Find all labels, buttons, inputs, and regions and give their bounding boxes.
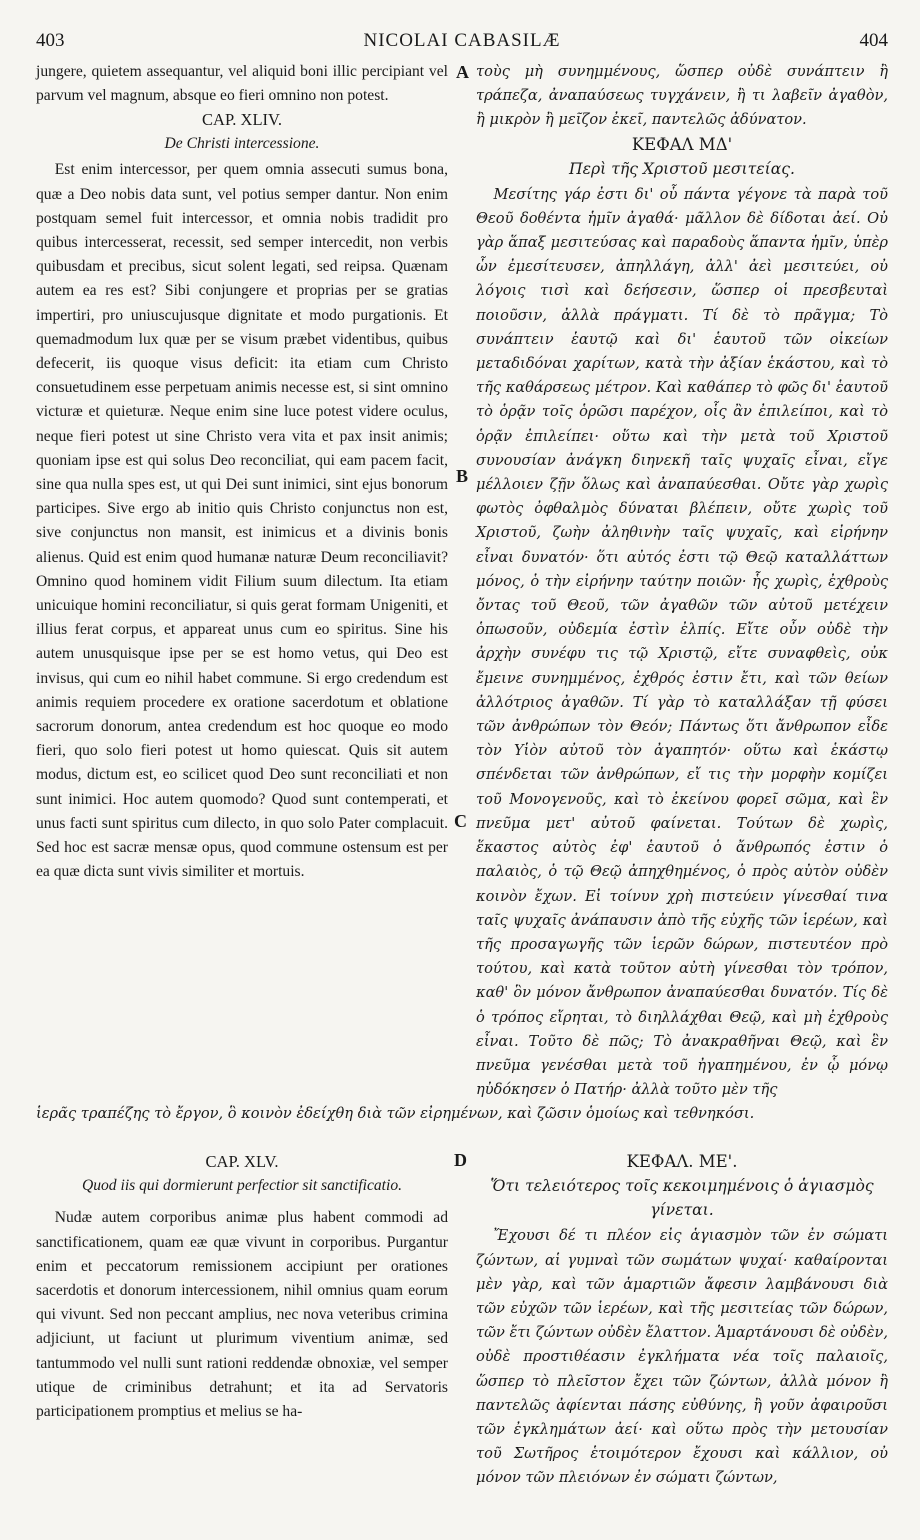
greek-column-2: [476, 1150, 888, 1490]
greek-paragraph: Μεσίτης γάρ ἐστι δι' οὗ πάντα γέγονε τὰ παρὰ τοῦ Θεοῦ δοθέντα ἡμῖν ἀγαθά· μᾶλλον δὲ δίδοται ἀεί. Οὐ γὰρ ἅπαξ μεσιτεύσας καὶ παραδοὺς ἅπαντα ἡμῖν, ὑπὲρ ὧν ἐμεσίτευσεν, ἀπηλλάγη, ἀλλ' ἀεὶ μεσιτεύει, οὐ λόγοις τισὶ καὶ δεήσεσιν, ὥσπερ οἱ πρεσβευταὶ ποιοῦσιν, ἀλλὰ πράγματι. Τί δὲ τὸ πρᾶγμα; Τὸ συνάπτειν ἑαυτῷ καὶ δι' ἑαυτοῦ τῶν οἰκείων μεταδιδόναι χαρίτων, κατὰ τὴν ἀξίαν ἑκάστου, καὶ τὸ τῆς καθάρσεως μέτρον. Καὶ καθάπερ τὸ φῶς δι' ἑαυτοῦ τὸ ὁρᾷν τοῖς ὁρῶσι παρέχον, οἷς ἂν ἐπιλείποι, καὶ τὸ ὁρᾷν ἐπιλείπει· οὕτω καὶ τὴν μετὰ τοῦ Χριστοῦ συνουσίαν ἀνάγκη διηνεκῆ ταῖς ψυχαῖς εἶναι, εἴγε μέλλοιεν ζῇν ὅλως καὶ ἀναπαύεσθαι. Οὔτε γὰρ χωρὶς φωτὸς ὀφθαλμὸς δύναται βλέπειν, οὔτε χωρὶς τοῦ Χριστοῦ, ζωὴν ἀληθινὴν ταῖς ψυχαῖς, καὶ εἰρήνην εἶναι δυνατόν· ὅτι αὐτός ἐστι τῷ Θεῷ καταλλάττων μόνος, ὁ τὴν εἰρήνην ταύτην ποιῶν· ἧς χωρὶς, ἐχθροὺς ὄντας τοῦ Θεοῦ, τῶν ἀγαθῶν τῶν αὐτοῦ μετέχειν ὁπωσοῦν, οὐδεμία ἐστὶν ἐλπίς. Εἴτε οὖν οὐδὲ τὴν ἀρχὴν συνέφυ τις τῷ Χριστῷ, εἴτε συναφθεὶς, οὐκ ἔμεινε συνημμένος, ἐχθρός ἐστιν ἔτι, καὶ τῶν θείων ἀλλότριος ἀγαθῶν. Τί γὰρ τὸ καταλλάξαν τῇ φύσει τῶν ἀνθρώπων τὸν Θεόν; Πάντως ὅτι ἄνθρωπον εἶδε τὸν Υἱὸν αὐτοῦ τὸν ἀγαπητόν· οὕτω καὶ ἑκάστῳ σπένδεται τῶν ἀνθρώπων, εἴ τις τὴν μορφὴν κομίζει τοῦ Μονογενοῦς, καὶ τὸ ἐκείνου φορεῖ σῶμα, καὶ ἓν πνεῦμα μετ' αὐτοῦ φαίνεται. Τούτων δὲ χωρὶς, ἕκαστος αὐτὸς ἐφ' ἑαυτοῦ ὁ ἄνθρωπός ἐστιν ὁ παλαιὸς, ὁ τῷ Θεῷ ἀπηχθημένος, ὁ πρὸς αὐτὸν οὐδὲν κοινὸν ἔχων. Εἰ τοίνυν χρὴ πιστεύειν γίνεσθαί τινα ταῖς ψυχαῖς ἀνάπαυσιν ἀπὸ τῆς εὐχῆς τῶν ἱερέων, καὶ τῆς προσαγωγῆς τῶν ἱερῶν δώρων, πιστευτέον πρὸ τούτου, καὶ κατὰ τοῦτον αὐτὴ γίνεσθαι τὸν τρόπον, καθ' ὃν μόνον ἄνθρωπον ἀναπαύεσθαι δυνατόν. Τίς δὲ ὁ τρόπος εἴρηται, τὸ διηλλάχθαι Θεῷ, καὶ μὴ ἐχθροὺς εἶναι. Τοῦτο δὲ πῶς; Τὸ ἀνακραθῆναι Θεῷ, καὶ ἓν πνεῦμα γενέσθαι μετὰ τοῦ ἠγαπημένου, ἐν ᾧ μόνῳ ηὐδόκησεν ὁ Πατήρ· ἀλλὰ τοῦτο μὲν τῆς: [476, 185, 888, 1099]
running-title: NICOLAI CABASILÆ: [363, 30, 561, 51]
latin-chapter-subheading-2: Quod iis qui dormierunt perfectior sit sanctificatio.: [81, 1177, 403, 1195]
page: [36, 26, 888, 1516]
latin-chapter-heading: CAP. XLIV.: [202, 110, 282, 130]
greek-chapter-heading-2: ΚΕΦΑΛ. ΜΕ'.: [626, 1152, 738, 1172]
page-number-left: 403: [36, 30, 65, 51]
margin-marker-b: B: [456, 466, 469, 486]
latin-paragraph: Est enim intercessor, per quem omnia assecuti sumus bona, quæ a Deo nobis data sunt, vel potius semper dantur. Non enim postquam semel fuit intercessor, et omnia nobis tradidit pro quibus intercesserat, recessit, sed semper intercedit, non verbis quibusdam et precibus, sicut solent legati, sed reipsa. Quænam autem ea res est? Sibi conjungere et proprias per se gratias impertiri, pro uniuscujusque dignitate et modo purgationis. Et quemadmodum lux quæ per se visum præbet videntibus, quibus defecerit, iis quoque visus deficit: ita etiam cum Christo consuetudinem esse perpetuam animis necesse est, si sint omnino victuræ et quieturæ. Neque enim sine luce potest videre oculus, neque fieri potest ut sine Christo vera vita et pax insit animis; quoniam ipse est qui solus Deo reconciliat, qui eam pacem facit, sine qua nulla spes est, ut qui Dei sunt inimici, sint ejus bonorum participes. Sive ergo ab initio quis Christo conjunctus non est, sive conjunctus non mansit, est inimicus et a divinis bonis alienus. Quid est enim quod humanæ naturæ Deum reconciliavit? Omnino quod hominem vidit Filium suum dilectum. Ita etiam unicuique homini reconciliatur, si quis gerat formam Unigeniti, et illius ferat corpus, et appareat unus cum eo spiritus. Sine his autem unusquisque ipse per se est homo vetus, qui Deo est invisus, qui cum eo nihil habet commune. Si ergo credendum est animis requiem procedere ex oratione sacerdotum et oblatione sacrorum donorum, antea credendum est hoc quoque eo modo fieri, quo solo fieri potest ut homo quiescat. Quis sit autem modus, dictum est, eo scilicet quod Deo sunt reconciliati et non sunt inimici. Hoc autem quomodo? Quod sunt contemperati, et unus facti sunt spiritus cum dilecto, in quo solo Pater complacuit. Sed hoc est sacræ mensæ opus, quod commune ostensum est per ea quæ dicta sunt vivis similiter et mortuis.: [36, 161, 448, 881]
latin-column-2: [36, 1150, 448, 1490]
bottom-columns: [36, 1150, 888, 1490]
greek-column: [476, 60, 888, 1102]
running-head: [36, 26, 888, 60]
greek-chapter-subheading-2: Ὅτι τελειότερος τοῖς κεκοιμημένοις ὁ ἁγιασμὸς γίνεται.: [490, 1177, 874, 1220]
greek-spanning-line: ἱερᾶς τραπέζης τὸ ἔργον, ὃ κοινὸν ἐδείχθη διὰ τῶν εἰρημένων, καὶ ζῶσιν ὁμοίως καὶ τεθνηκόσι.: [36, 1105, 755, 1123]
greek-paragraph-2: Ἔχουσι δέ τι πλέον εἰς ἁγιασμὸν τῶν ἐν σώματι ζώντων, αἱ γυμναὶ τῶν σωμάτων ψυχαί· καθαίρονται μὲν γὰρ, καὶ τῶν ἁμαρτιῶν ἄφεσιν λαμβάνουσι διὰ τῶν εὐχῶν τῶν ἱερέων, καὶ τῆς μεσιτείας τῶν δώρων, τῶν ἔτι ζώντων οὐδὲν ἔλαττον. Ἁμαρτάνουσι δὲ οὐδὲν, οὐδὲ προστιθέασιν ἐγκλήματα νέα τοῖς παλαιοῖς, ὥσπερ τὸ πλεῖστον ἔχει τῶν ζώντων, ἀλλὰ μόνον ἢ παντελῶς ἀφίενται πάσης εὐθύνης, ἢ γοῦν ἀφαιροῦσι τῶν ἐγκλημάτων ἀεί· καὶ οὕτω πρὸς τὴν μετουσίαν τοῦ Σωτῆρος ἑτοιμότερον ἔχουσι καὶ κάλλιον, οὐ μόνον τῶν πλειόνων ἐν σώματι ζώντων,: [476, 1227, 889, 1487]
margin-marker-c: C: [454, 811, 467, 831]
latin-paragraph-2: Nudæ autem corporibus animæ plus habent commodi ad sanctificationem, quam eæ quæ vivunt in corporibus. Purgantur enim et peccatorum remissionem accipiunt per orationes sacerdotis et donorum intercessionem, nihil omnius quam eorum qui vivunt. Sed non peccant amplius, nec nova veteribus crimina adjiciunt, ut faciunt ut plurimum viventium animæ, sed tantummodo vel nulli sunt rationi reddendæ obnoxiæ, vel semper utique de criminibus detrahunt; et ita ad Servatoris participationem promptius et melius se ha-: [36, 1209, 448, 1420]
top-columns: [36, 60, 888, 1102]
latin-column: [36, 60, 448, 1102]
latin-chapter-heading-2: CAP. XLV.: [205, 1152, 279, 1172]
greek-chapter-heading: ΚΕΦΑΛ ΜΔ': [631, 134, 733, 154]
margin-marker-d: D: [454, 1150, 467, 1171]
latin-chapter-subheading: De Christi intercessione.: [164, 135, 320, 153]
greek-chapter-subheading: Περὶ τῆς Χριστοῦ μεσιτείας.: [569, 159, 795, 178]
greek-continuation: τοὺς μὴ συνημμένους, ὥσπερ οὐδὲ συνάπτειν ἢ τράπεζα, ἀναπαύσεως τυγχάνειν, ἢ τι λαβεῖν ἀγαθὸν, ἢ μικρὸν ἢ μεῖζον ἐκεῖ, παντελῶς ἀδύνατον.: [476, 63, 888, 129]
margin-marker-a: A: [456, 62, 469, 82]
page-number-right: 404: [859, 30, 888, 51]
latin-continuation: jungere, quietem assequantur, vel aliquid boni illic percipiant vel parvum vel magnum, absque eo fieri omnino non potest.: [36, 63, 448, 105]
